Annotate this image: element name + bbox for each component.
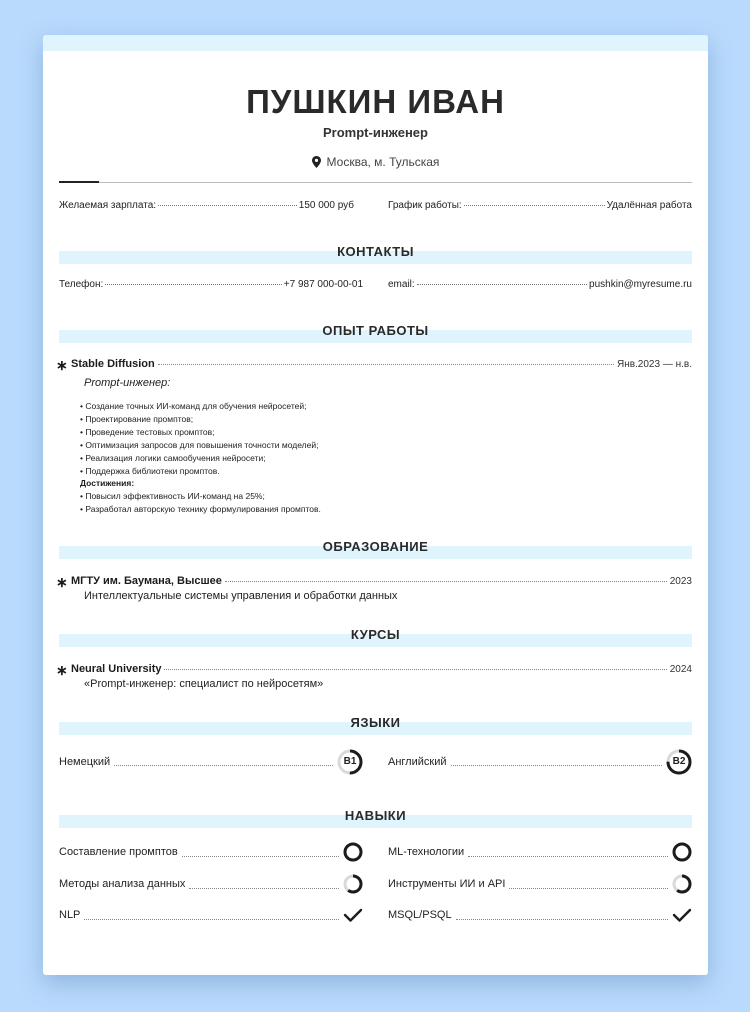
graduation-year: 2023 [669,576,692,587]
leader-dots [182,856,339,857]
check-icon [343,905,363,925]
work-period: Янв.2023 — н.в. [616,359,692,370]
section-contacts [59,237,692,267]
leader-dots [158,364,614,365]
resume-page [43,35,708,975]
email-value[interactable]: pushkin@myresume.ru [589,279,692,290]
skill-name: NLP [59,909,81,921]
full-circle-icon [672,842,692,862]
map-pin-icon [312,156,321,168]
section-title-experience: ОПЫТ РАБОТЫ [322,323,429,338]
education-entry [56,574,692,590]
candidate-location [43,155,708,169]
section-title-courses: КУРСЫ [350,627,401,642]
company-name: Stable Diffusion [71,358,155,370]
list-item: • Повысил эффективность ИИ-команд на 25%; [80,490,321,503]
section-title-skills: НАВЫКИ [344,808,407,823]
salary-value: 150 000 руб [298,200,354,211]
skill-name: Методы анализа данных [59,878,186,890]
skill-row [59,905,363,925]
skill-row [388,905,692,925]
course-year: 2024 [669,664,692,675]
leader-dots [189,888,339,889]
check-icon [672,905,692,925]
asterisk-icon: ∗ [56,574,68,590]
list-item: • Проведение тестовых промптов; [80,426,318,439]
skill-name: ML-технологии [388,846,465,858]
language-level: B2 [672,756,686,767]
leader-dots [158,205,297,206]
skill-row [388,874,692,894]
header-divider [59,182,692,183]
leader-dots [456,919,668,920]
section-title-education: ОБРАЗОВАНИЕ [322,539,429,554]
leader-dots [509,888,668,889]
language-level-badge [666,749,692,775]
leader-dots [468,856,668,857]
leader-dots [464,205,605,206]
institution-name: МГТУ им. Баумана, Высшее [71,575,222,587]
section-skills [59,801,692,831]
language-level: B1 [343,756,357,767]
skill-row [388,842,692,862]
salary-row [59,200,354,211]
course-name: «Prompt-инженер: специалист по нейросетям» [84,678,324,690]
partial-circle-icon [343,874,363,894]
experience-entry [56,357,692,373]
schedule-label: График работы: [388,200,462,211]
candidate-position: Prompt-инженер [323,125,428,140]
language-row [388,749,692,775]
list-item: • Реализация логики самообучения нейросети; [80,452,318,465]
list-item: • Создание точных ИИ-команд для обучения нейросетей; [80,400,318,413]
location-text: Москва, м. Тульская [326,155,440,169]
list-item: • Разработал авторскую технику формулирования промптов. [80,503,321,516]
leader-dots [84,919,339,920]
course-provider: Neural University [71,663,162,675]
skill-row [59,842,363,862]
language-name: Английский [388,756,447,768]
section-experience [59,316,692,346]
leader-dots [417,284,587,285]
section-title-languages: ЯЗЫКИ [350,715,401,730]
list-item: • Поддержка библиотеки промптов. [80,465,318,478]
asterisk-icon: ∗ [56,662,68,678]
partial-circle-icon [672,874,692,894]
course-entry [56,662,692,678]
language-name: Немецкий [59,756,111,768]
achievements-title: Достижения: [80,478,135,488]
job-role: Prompt-инженер: [84,377,171,389]
schedule-value: Удалённая работа [606,200,692,211]
skill-row [59,874,363,894]
header-divider-accent [59,181,99,183]
section-education [59,532,692,562]
list-item: • Оптимизация запросов для повышения точности моделей; [80,439,318,452]
skill-name: Составление промптов [59,846,178,858]
language-row [59,749,363,775]
schedule-row [388,200,692,211]
salary-label: Желаемая зарплата: [59,200,157,211]
top-band [43,35,708,51]
full-circle-icon [343,842,363,862]
section-courses [59,620,692,650]
section-languages [59,708,692,738]
email-label: email: [388,279,415,290]
leader-dots [105,284,282,285]
responsibilities-list [80,400,318,478]
email-row [388,279,692,290]
phone-label: Телефон: [59,279,104,290]
asterisk-icon: ∗ [56,357,68,373]
leader-dots [114,765,333,766]
list-item: • Проектирование промптов; [80,413,318,426]
leader-dots [225,581,667,582]
candidate-name: ПУШКИН ИВАН [246,83,505,120]
skill-name: MSQL/PSQL [388,909,452,921]
language-level-badge [337,749,363,775]
leader-dots [164,669,666,670]
leader-dots [451,765,663,766]
achievements-list [80,490,321,516]
specialty: Интеллектуальные системы управления и обработки данных [84,590,398,602]
phone-row [59,279,363,290]
phone-value[interactable]: +7 987 000-00-01 [283,279,363,290]
skill-name: Инструменты ИИ и API [388,878,506,890]
section-title-contacts: КОНТАКТЫ [337,244,414,259]
